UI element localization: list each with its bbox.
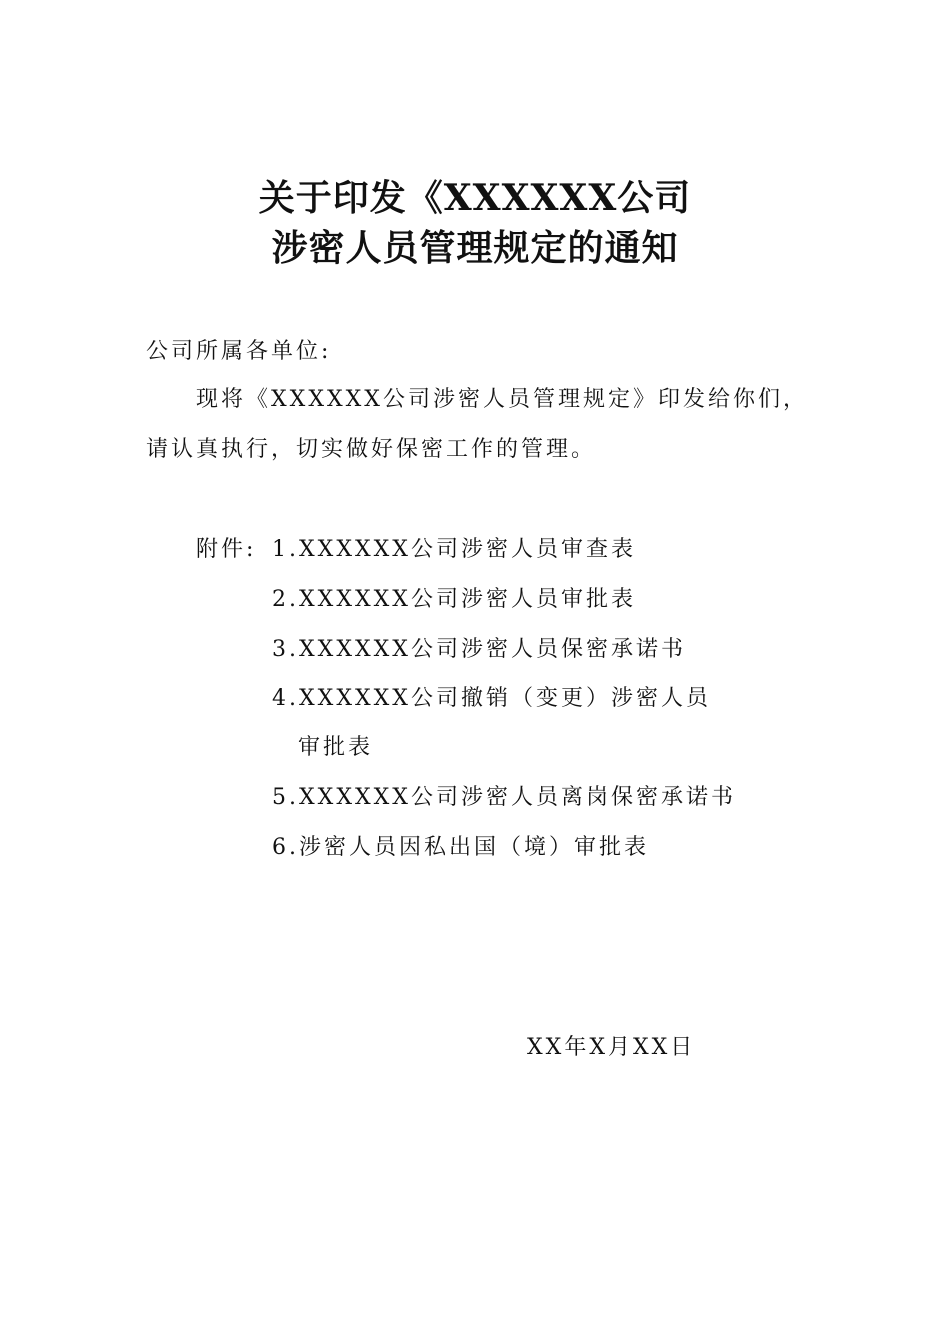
salutation: 公司所属各单位:	[146, 339, 332, 364]
body-paragraph-line-2: 请认真执行，切实做好保密工作的管理。	[146, 437, 597, 462]
attachment-item: 4.XXXXXX公司撤销（变更）涉密人员	[272, 686, 711, 711]
document-title-line-2: 涉密人员管理规定的通知	[271, 227, 679, 269]
attachment-item: 6.涉密人员因私出国（境）审批表	[272, 835, 649, 860]
attachment-item: 3.XXXXXX公司涉密人员保密承诺书	[272, 637, 686, 662]
body-paragraph-line-1: 现将《XXXXXX公司涉密人员管理规定》印发给你们，	[196, 387, 808, 412]
attachments-label: 附件:	[196, 537, 257, 562]
attachment-item-continuation: 审批表	[298, 735, 374, 760]
attachment-item: 1.XXXXXX公司涉密人员审查表	[272, 537, 636, 562]
attachment-item: 5.XXXXXX公司涉密人员离岗保密承诺书	[272, 785, 736, 810]
document-date: XX年X月XX日	[527, 1035, 696, 1060]
document-title-line-1: 关于印发《XXXXXX公司	[258, 177, 692, 219]
attachment-item: 2.XXXXXX公司涉密人员审批表	[272, 587, 636, 612]
